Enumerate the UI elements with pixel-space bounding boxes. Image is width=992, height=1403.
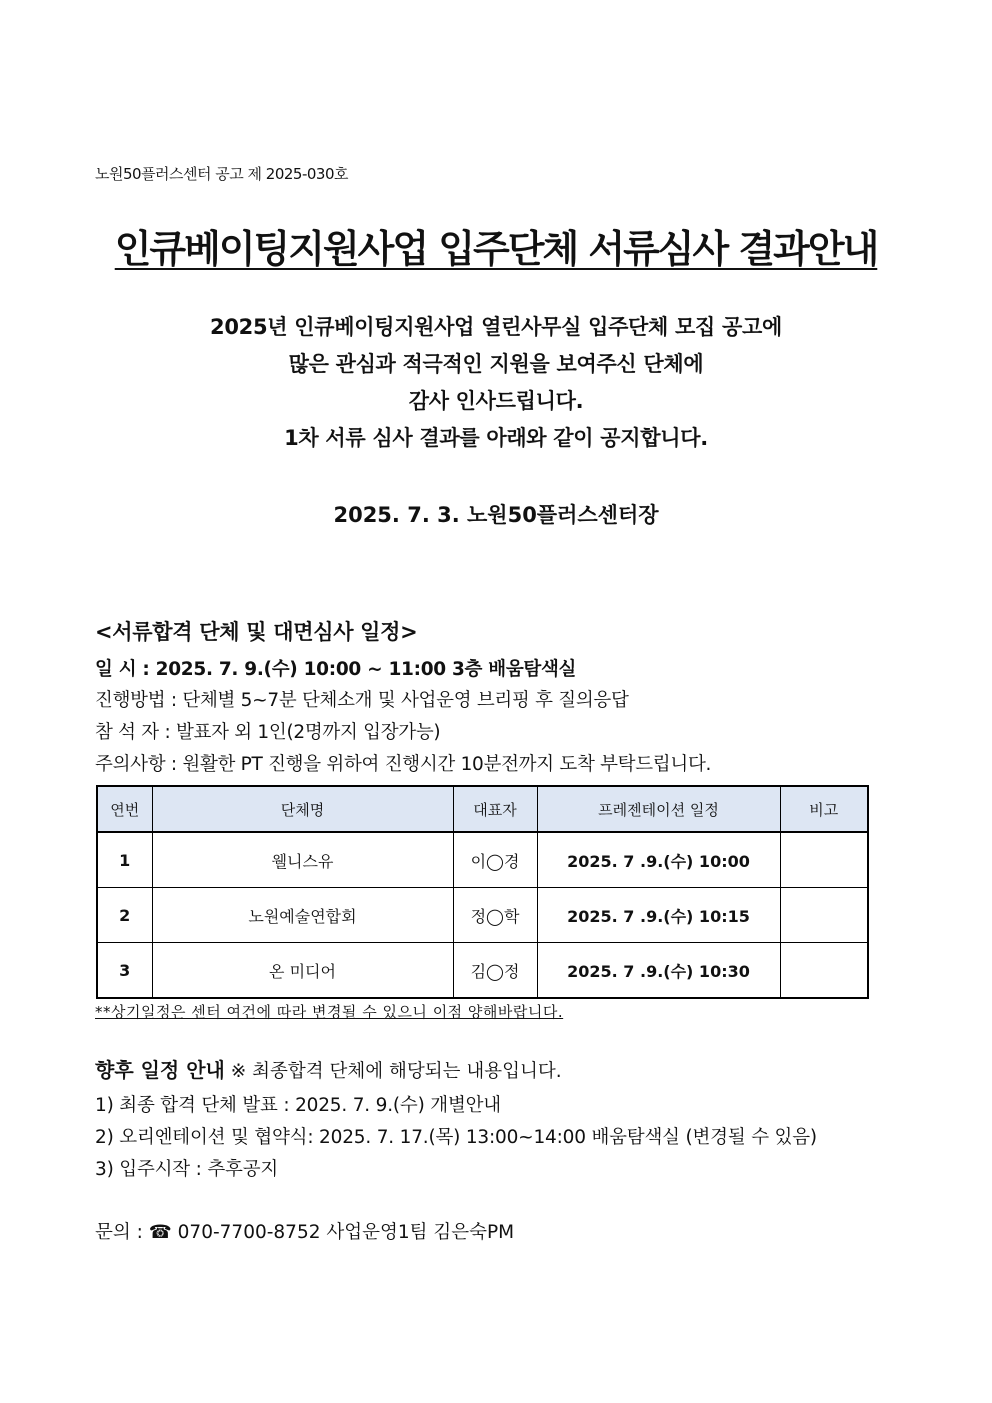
intro-line: 1차 서류 심사 결과를 아래와 같이 공지합니다. [284, 426, 708, 450]
header-no: 연번 [97, 786, 152, 832]
cell-no: 2 [97, 888, 152, 943]
cell-rep: 정◯학 [453, 888, 537, 943]
info-method: 진행방법 : 단체별 5~7분 단체소개 및 사업운영 브리핑 후 질의응답 [95, 690, 629, 711]
cell-note [780, 943, 868, 999]
notice-number: 노원50플러스센터 공고 제 2025-030호 [95, 165, 348, 183]
cell-org: 온 미디어 [152, 943, 453, 999]
cell-no: 1 [97, 832, 152, 888]
cell-no: 3 [97, 943, 152, 999]
cell-schedule: 2025. 7 .9.(수) 10:00 [537, 832, 780, 888]
header-org: 단체명 [152, 786, 453, 832]
future-heading: 향후 일정 안내 [95, 1058, 225, 1082]
cell-note [780, 888, 868, 943]
table-row [97, 832, 868, 888]
table-footnote: **상기일정은 센터 여건에 따라 변경될 수 있으니 이점 양해바랍니다. [95, 1003, 564, 1021]
header-rep: 대표자 [453, 786, 537, 832]
header-note: 비고 [780, 786, 868, 832]
intro-line: 많은 관심과 적극적인 지원을 보여주신 단체에 [288, 352, 704, 376]
future-item: 2) 오리엔테이션 및 협약식: 2025. 7. 17.(목) 13:00~14:00 배움탐색실 (변경될 수 있음) [95, 1127, 817, 1148]
intro-line: 감사 인사드립니다. [408, 389, 584, 413]
table-row [97, 943, 868, 999]
info-attendees: 참 석 자 : 발표자 외 1인(2명까지 입장가능) [95, 722, 441, 743]
page-title: 인큐베이팅지원사업 입주단체 서류심사 결과안내 [114, 227, 878, 271]
cell-org: 웰니스유 [152, 832, 453, 888]
page-title-wrapper [0, 218, 992, 273]
info-schedule: 일 시 : 2025. 7. 9.(수) 10:00 ~ 11:00 3층 배움탐색실 [95, 659, 577, 680]
intro-message [0, 312, 992, 460]
future-note: ※ 최종합격 단체에 해당되는 내용입니다. [230, 1061, 562, 1082]
intro-line: 2025년 인큐베이팅지원사업 열린사무실 입주단체 모집 공고에 [210, 315, 782, 339]
cell-note [780, 832, 868, 888]
contact-info: 문의 : ☎ 070-7700-8752 사업운영1팀 김은숙PM [95, 1222, 515, 1243]
signature: 2025. 7. 3. 노원50플러스센터장 [333, 503, 659, 527]
cell-rep: 김◯정 [453, 943, 537, 999]
header-schedule: 프레젠테이션 일정 [537, 786, 780, 832]
future-heading-line [95, 1054, 562, 1083]
info-caution: 주의사항 : 원활한 PT 진행을 위하여 진행시간 10분전까지 도착 부탁드립니다. [95, 754, 712, 775]
cell-org: 노원예술연합회 [152, 888, 453, 943]
table-header-row [97, 786, 868, 832]
future-item: 3) 입주시작 : 추후공지 [95, 1159, 279, 1180]
schedule-table [96, 785, 869, 999]
cell-schedule: 2025. 7 .9.(수) 10:30 [537, 943, 780, 999]
cell-schedule: 2025. 7 .9.(수) 10:15 [537, 888, 780, 943]
section-heading: <서류합격 단체 및 대면심사 일정> [95, 620, 418, 644]
table-row [97, 888, 868, 943]
future-item: 1) 최종 합격 단체 발표 : 2025. 7. 9.(수) 개별안내 [95, 1095, 501, 1116]
cell-rep: 이◯경 [453, 832, 537, 888]
